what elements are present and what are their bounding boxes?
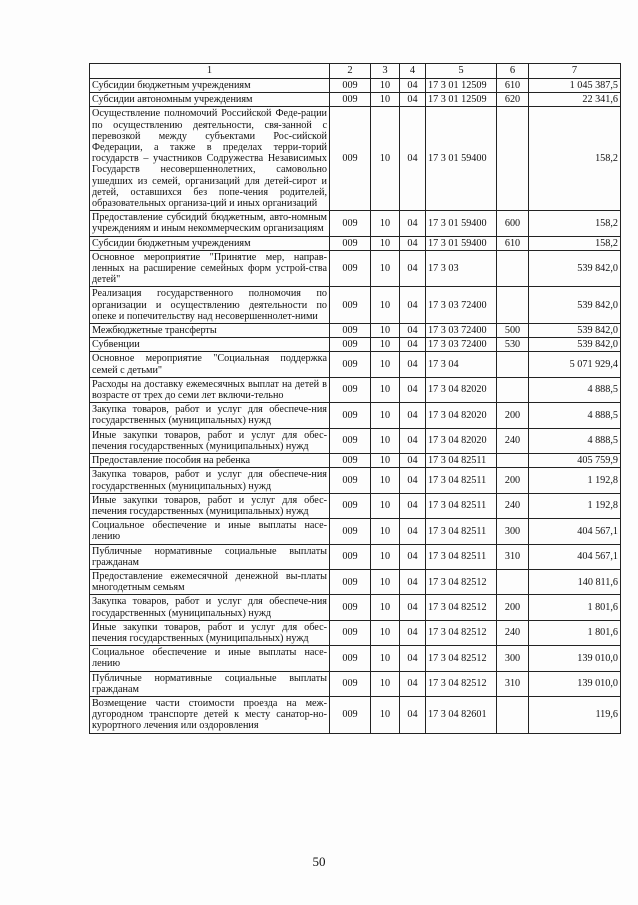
ministry-code-cell: 009 [330,493,371,518]
expense-type-cell: 200 [497,468,529,493]
expense-type-cell: 240 [497,620,529,645]
target-article-cell: 17 3 01 59400 [426,211,497,236]
amount-cell: 4 888,5 [529,428,621,453]
expense-type-cell: 200 [497,595,529,620]
row-name-cell: Возмещение части стоимости проезда на меж-дугородном транспорте детей к месту санатор-но-курортного лечения или оздоровления [90,696,330,733]
section-code-cell: 10 [371,338,400,352]
row-name-cell: Субсидии бюджетным учреждениям [90,236,330,250]
section-code-cell: 10 [371,468,400,493]
expense-type-cell: 300 [497,519,529,544]
ministry-code-cell: 009 [330,377,371,402]
subsection-code-cell: 04 [400,287,426,324]
target-article-cell: 17 3 03 72400 [426,287,497,324]
target-article-cell: 17 3 04 82020 [426,377,497,402]
row-name-cell: Публичные нормативные социальные выплаты гражданам [90,671,330,696]
expense-type-cell [497,352,529,377]
amount-cell: 539 842,0 [529,324,621,338]
ministry-code-cell: 009 [330,544,371,569]
target-article-cell: 17 3 01 12509 [426,93,497,107]
table-row [90,428,621,453]
row-name-cell: Публичные нормативные социальные выплаты гражданам [90,544,330,569]
table-row [90,620,621,645]
amount-cell: 4 888,5 [529,377,621,402]
amount-cell: 539 842,0 [529,287,621,324]
table-row [90,79,621,93]
amount-cell: 1 192,8 [529,493,621,518]
row-name-cell: Предоставление пособия на ребенка [90,454,330,468]
subsection-code-cell: 04 [400,107,426,211]
target-article-cell: 17 3 04 82511 [426,454,497,468]
section-code-cell: 10 [371,646,400,671]
row-name-cell: Субвенции [90,338,330,352]
ministry-code-cell: 009 [330,671,371,696]
row-name-cell: Закупка товаров, работ и услуг для обеспече-ния государственных (муниципальных) нужд [90,468,330,493]
amount-cell: 405 759,9 [529,454,621,468]
ministry-code-cell: 009 [330,93,371,107]
section-code-cell: 10 [371,569,400,594]
row-name-cell: Основное мероприятие "Принятие мер, направ-ленных на расширение семейных форм устрой-ства детей" [90,250,330,287]
table-row [90,377,621,402]
row-name-cell: Основное мероприятие "Социальная поддержка семей с детьми" [90,352,330,377]
row-name-cell: Предоставление субсидий бюджетным, авто-номным учреждениям и иным некоммерческим организациям [90,211,330,236]
section-code-cell: 10 [371,377,400,402]
subsection-code-cell: 04 [400,696,426,733]
row-name-cell: Осуществление полномочий Российской Феде-рации по осуществлению деятельности, свя-занной с перевозкой между субъектами Рос-сийской Федерации, а также в пределах терри-торий государств – участников Содружества Независимых Государств несовершеннолетних, самовольно ушедших из семей, организаций для детей-сирот и детей, оставшихся без попе-чения родителей, образовательных организа-ций и иных организаций [90,107,330,211]
target-article-cell: 17 3 04 [426,352,497,377]
amount-cell: 22 341,6 [529,93,621,107]
section-code-cell: 10 [371,544,400,569]
row-name-cell: Иные закупки товаров, работ и услуг для обес-печения государственных (муниципальных) нужд [90,493,330,518]
table-row [90,250,621,287]
subsection-code-cell: 04 [400,428,426,453]
target-article-cell: 17 3 01 12509 [426,79,497,93]
subsection-code-cell: 04 [400,93,426,107]
table-row [90,595,621,620]
table-row [90,236,621,250]
target-article-cell: 17 3 03 72400 [426,338,497,352]
subsection-code-cell: 04 [400,493,426,518]
amount-cell: 158,2 [529,236,621,250]
ministry-code-cell: 009 [330,250,371,287]
subsection-code-cell: 04 [400,324,426,338]
section-code-cell: 10 [371,493,400,518]
table-row [90,93,621,107]
amount-cell: 119,6 [529,696,621,733]
subsection-code-cell: 04 [400,454,426,468]
target-article-cell: 17 3 04 82511 [426,519,497,544]
subsection-code-cell: 04 [400,595,426,620]
row-name-cell: Расходы на доставку ежемесячных выплат на детей в возрасте от трех до семи лет включи-тельно [90,377,330,402]
amount-cell: 539 842,0 [529,250,621,287]
amount-cell: 5 071 929,4 [529,352,621,377]
row-name-cell: Предоставление ежемесячной денежной вы-платы многодетным семьям [90,569,330,594]
target-article-cell: 17 3 04 82511 [426,468,497,493]
row-name-cell: Межбюджетные трансферты [90,324,330,338]
expense-type-cell: 300 [497,646,529,671]
expense-type-cell: 240 [497,493,529,518]
ministry-code-cell: 009 [330,107,371,211]
expense-type-cell [497,454,529,468]
ministry-code-cell: 009 [330,595,371,620]
table-row [90,696,621,733]
expense-type-cell: 310 [497,671,529,696]
target-article-cell: 17 3 04 82511 [426,493,497,518]
amount-cell: 158,2 [529,107,621,211]
expense-type-cell: 610 [497,236,529,250]
amount-cell: 1 045 387,5 [529,79,621,93]
amount-cell: 404 567,1 [529,519,621,544]
target-article-cell: 17 3 04 82020 [426,428,497,453]
target-article-cell: 17 3 04 82512 [426,671,497,696]
section-code-cell: 10 [371,236,400,250]
section-code-cell: 10 [371,250,400,287]
subsection-code-cell: 04 [400,352,426,377]
amount-cell: 139 010,0 [529,671,621,696]
subsection-code-cell: 04 [400,646,426,671]
ministry-code-cell: 009 [330,324,371,338]
section-code-cell: 10 [371,595,400,620]
expense-type-cell: 610 [497,79,529,93]
section-code-cell: 10 [371,287,400,324]
expense-type-cell: 500 [497,324,529,338]
table-row [90,569,621,594]
section-code-cell: 10 [371,324,400,338]
section-code-cell: 10 [371,454,400,468]
column-header: 6 [497,64,529,79]
expense-type-cell: 240 [497,428,529,453]
subsection-code-cell: 04 [400,250,426,287]
target-article-cell: 17 3 04 82512 [426,569,497,594]
ministry-code-cell: 009 [330,236,371,250]
ministry-code-cell: 009 [330,620,371,645]
target-article-cell: 17 3 01 59400 [426,236,497,250]
expense-type-cell: 600 [497,211,529,236]
ministry-code-cell: 009 [330,352,371,377]
table-row [90,324,621,338]
subsection-code-cell: 04 [400,403,426,428]
row-name-cell: Социальное обеспечение и иные выплаты насе-лению [90,519,330,544]
amount-cell: 539 842,0 [529,338,621,352]
column-header: 1 [90,64,330,79]
target-article-cell: 17 3 04 82511 [426,544,497,569]
ministry-code-cell: 009 [330,79,371,93]
expense-type-cell [497,696,529,733]
target-article-cell: 17 3 04 82020 [426,403,497,428]
section-code-cell: 10 [371,671,400,696]
table-row [90,468,621,493]
section-code-cell: 10 [371,519,400,544]
table-row [90,107,621,211]
table-row [90,671,621,696]
table-row [90,287,621,324]
ministry-code-cell: 009 [330,338,371,352]
column-header: 5 [426,64,497,79]
amount-cell: 4 888,5 [529,403,621,428]
expense-type-cell: 530 [497,338,529,352]
ministry-code-cell: 009 [330,287,371,324]
target-article-cell: 17 3 04 82512 [426,646,497,671]
target-article-cell: 17 3 04 82512 [426,595,497,620]
row-name-cell: Иные закупки товаров, работ и услуг для обес-печения государственных (муниципальных) нужд [90,428,330,453]
table-row [90,338,621,352]
ministry-code-cell: 009 [330,403,371,428]
section-code-cell: 10 [371,403,400,428]
section-code-cell: 10 [371,107,400,211]
amount-cell: 158,2 [529,211,621,236]
expense-type-cell [497,569,529,594]
table-body [90,79,621,734]
section-code-cell: 10 [371,696,400,733]
subsection-code-cell: 04 [400,236,426,250]
section-code-cell: 10 [371,428,400,453]
ministry-code-cell: 009 [330,569,371,594]
subsection-code-cell: 04 [400,569,426,594]
amount-cell: 1 192,8 [529,468,621,493]
subsection-code-cell: 04 [400,79,426,93]
row-name-cell: Реализация государственного полномочия по организации и осуществлению деятельности по опеке и попечительству над несовершеннолет-ними [90,287,330,324]
table-row [90,493,621,518]
subsection-code-cell: 04 [400,519,426,544]
expense-type-cell [497,107,529,211]
page-number: 50 [312,854,326,869]
amount-cell: 1 801,6 [529,620,621,645]
table-row [90,544,621,569]
table-header-row [90,64,621,79]
column-header: 2 [330,64,371,79]
expense-type-cell: 200 [497,403,529,428]
subsection-code-cell: 04 [400,211,426,236]
table-row [90,403,621,428]
budget-table [89,63,621,734]
row-name-cell: Субсидии бюджетным учреждениям [90,79,330,93]
expense-type-cell [497,287,529,324]
subsection-code-cell: 04 [400,544,426,569]
subsection-code-cell: 04 [400,671,426,696]
column-header: 7 [529,64,621,79]
target-article-cell: 17 3 01 59400 [426,107,497,211]
column-header: 3 [371,64,400,79]
ministry-code-cell: 009 [330,454,371,468]
row-name-cell: Социальное обеспечение и иные выплаты насе-лению [90,646,330,671]
table-row [90,646,621,671]
amount-cell: 1 801,6 [529,595,621,620]
section-code-cell: 10 [371,93,400,107]
ministry-code-cell: 009 [330,428,371,453]
section-code-cell: 10 [371,352,400,377]
target-article-cell: 17 3 04 82512 [426,620,497,645]
subsection-code-cell: 04 [400,338,426,352]
target-article-cell: 17 3 04 82601 [426,696,497,733]
section-code-cell: 10 [371,211,400,236]
subsection-code-cell: 04 [400,620,426,645]
row-name-cell: Иные закупки товаров, работ и услуг для обес-печения государственных (муниципальных) нужд [90,620,330,645]
amount-cell: 404 567,1 [529,544,621,569]
row-name-cell: Закупка товаров, работ и услуг для обеспече-ния государственных (муниципальных) нужд [90,595,330,620]
ministry-code-cell: 009 [330,696,371,733]
table-row [90,454,621,468]
table-row [90,211,621,236]
expense-type-cell: 310 [497,544,529,569]
expense-type-cell [497,250,529,287]
amount-cell: 139 010,0 [529,646,621,671]
subsection-code-cell: 04 [400,468,426,493]
row-name-cell: Субсидии автономным учреждениям [90,93,330,107]
section-code-cell: 10 [371,620,400,645]
table-row [90,519,621,544]
amount-cell: 140 811,6 [529,569,621,594]
ministry-code-cell: 009 [330,468,371,493]
section-code-cell: 10 [371,79,400,93]
row-name-cell: Закупка товаров, работ и услуг для обеспече-ния государственных (муниципальных) нужд [90,403,330,428]
column-header: 4 [400,64,426,79]
subsection-code-cell: 04 [400,377,426,402]
target-article-cell: 17 3 03 72400 [426,324,497,338]
target-article-cell: 17 3 03 [426,250,497,287]
expense-type-cell [497,377,529,402]
ministry-code-cell: 009 [330,646,371,671]
table-row [90,352,621,377]
expense-type-cell: 620 [497,93,529,107]
ministry-code-cell: 009 [330,519,371,544]
ministry-code-cell: 009 [330,211,371,236]
